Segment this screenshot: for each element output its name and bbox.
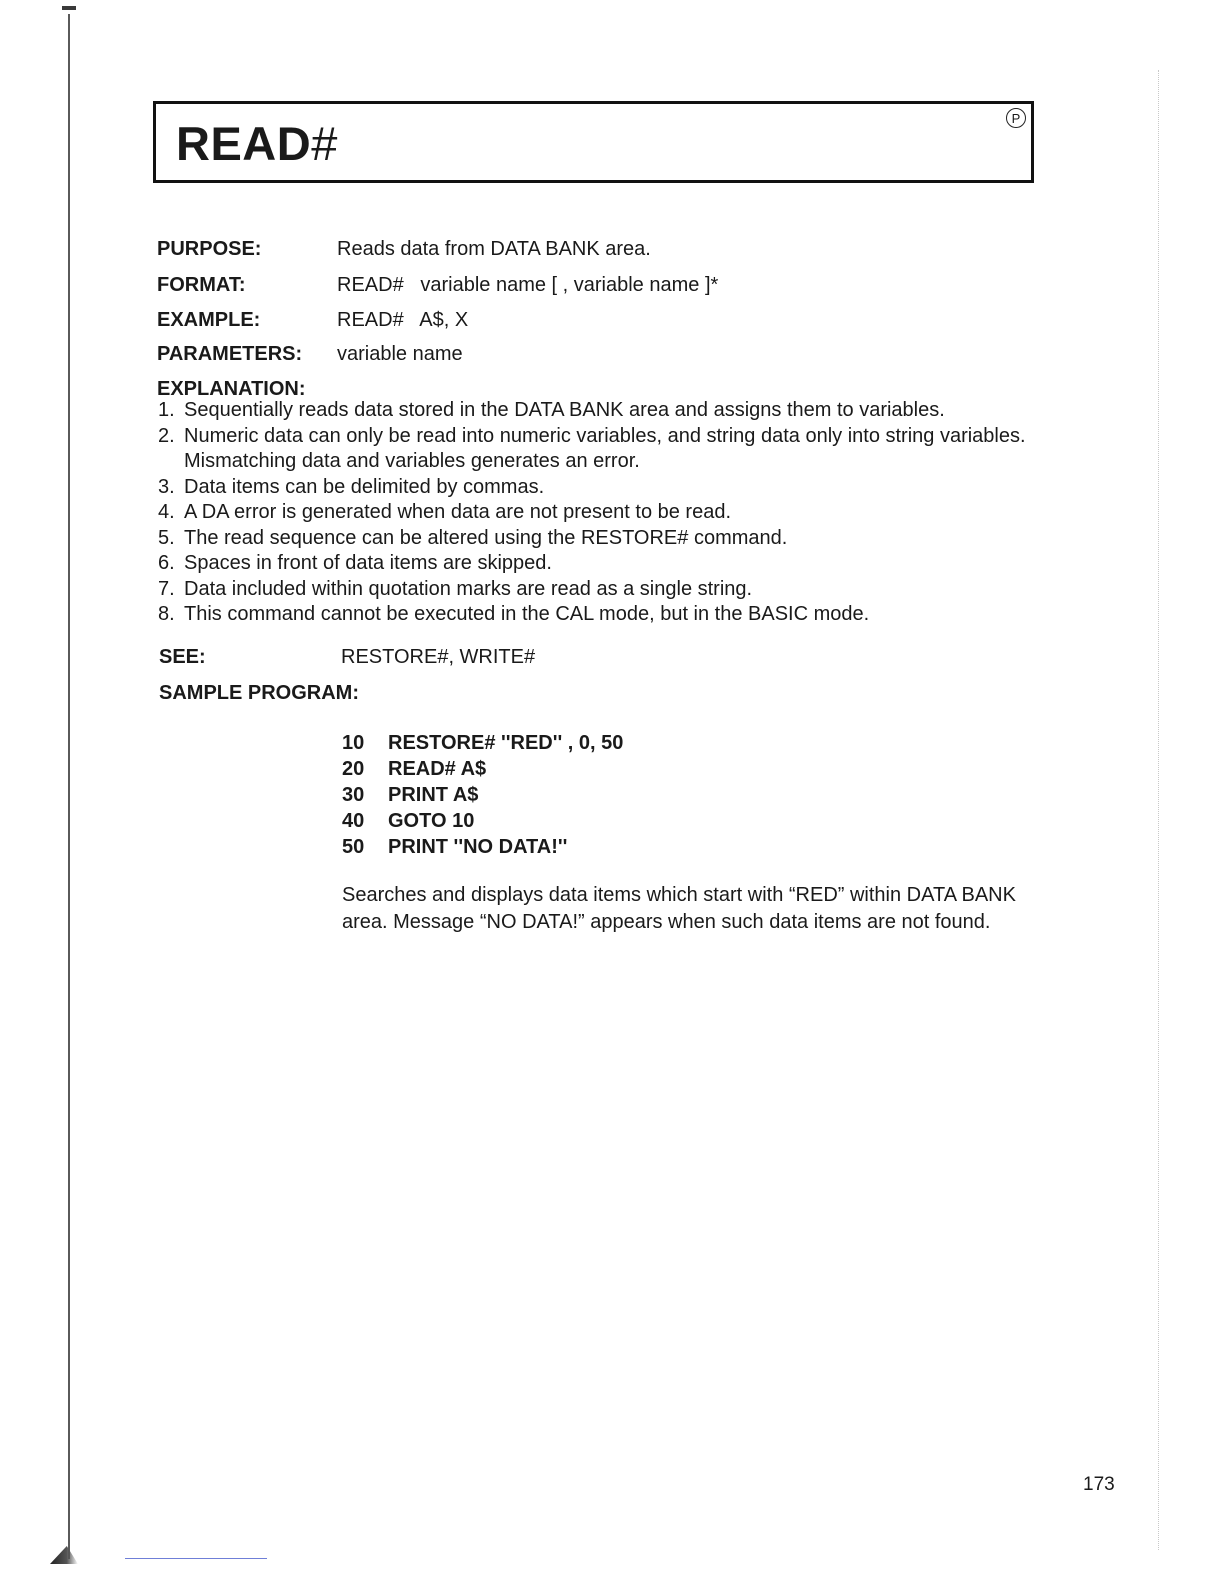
item-number: 4.	[158, 501, 175, 523]
list-item	[158, 577, 1048, 603]
list-item	[158, 398, 1048, 424]
code-line	[342, 834, 623, 860]
right-margin-rule	[1158, 70, 1159, 1550]
sample-program	[342, 730, 623, 860]
explanation-list	[158, 398, 1048, 628]
list-item	[158, 500, 1048, 526]
code-line	[342, 782, 623, 808]
binding-spine	[68, 14, 70, 1559]
code-line	[342, 756, 623, 782]
code-text: PRINT A$	[388, 784, 479, 806]
code-text: RESTORE# ''RED'' , 0, 50	[388, 732, 624, 754]
see-value: RESTORE#, WRITE#	[341, 646, 536, 668]
item-number: 7.	[158, 577, 175, 600]
binding-foot	[50, 1546, 78, 1564]
book-binding-edge	[62, 0, 76, 1584]
item-text: Numeric data can only be read into numeric variables, and string data only into string variables. Mismatching data and variables generates an error.	[184, 424, 1026, 472]
line-number: 40	[342, 810, 365, 832]
page-number: 173	[1083, 1474, 1115, 1495]
title-hash: #	[311, 117, 338, 170]
line-number: 50	[342, 836, 365, 858]
item-number: 5.	[158, 526, 175, 549]
code-line	[342, 730, 623, 756]
item-text: This command cannot be executed in the CAL mode, but in the BASIC mode.	[184, 603, 870, 625]
parameters-label: PARAMETERS:	[157, 343, 303, 365]
item-number: 3.	[158, 475, 175, 498]
purpose-value: Reads data from DATA BANK area.	[337, 238, 651, 260]
sample-description: Searches and displays data items which start with “RED” within DATA BANK area. Message “NO DATA!” appears when such data items are not found.	[342, 884, 1016, 933]
format-value: READ# variable name [ , variable name ]*	[337, 274, 719, 296]
title-box	[153, 101, 1034, 183]
list-item	[158, 424, 1048, 475]
format-label: FORMAT:	[157, 274, 246, 296]
parameters-value: variable name	[337, 343, 463, 365]
item-number: 8.	[158, 603, 175, 625]
line-number: 20	[342, 758, 365, 780]
code-text: GOTO 10	[388, 810, 475, 832]
example-label: EXAMPLE:	[157, 309, 261, 331]
item-text: Data items can be delimited by commas.	[184, 475, 545, 498]
binding-cap	[62, 6, 76, 10]
see-label: SEE:	[159, 646, 206, 668]
item-text: The read sequence can be altered using the RESTORE# command.	[184, 526, 788, 549]
list-item	[158, 475, 1048, 501]
bottom-rule	[125, 1558, 267, 1559]
line-number: 30	[342, 784, 365, 806]
title-text: READ	[176, 117, 312, 170]
list-item	[158, 526, 1048, 552]
item-text: Data included within quotation marks are read as a single string.	[184, 577, 753, 600]
code-line	[342, 808, 623, 834]
item-text: Spaces in front of data items are skipped.	[184, 552, 552, 574]
purpose-label: PURPOSE:	[157, 238, 262, 260]
item-text: Sequentially reads data stored in the DATA BANK area and assigns them to variables.	[184, 399, 945, 421]
list-item	[158, 551, 1048, 577]
item-number: 6.	[158, 552, 175, 574]
code-text: READ# A$	[388, 758, 487, 780]
list-item	[158, 602, 1048, 628]
item-text: A DA error is generated when data are not present to be read.	[184, 501, 732, 523]
item-number: 1.	[158, 399, 175, 421]
item-number: 2.	[158, 424, 175, 447]
explanation-label: EXPLANATION:	[157, 378, 306, 400]
p-mark-icon: P	[1006, 108, 1026, 128]
code-text: PRINT ''NO DATA!''	[388, 836, 568, 858]
line-number: 10	[342, 732, 365, 754]
page-title	[176, 116, 338, 171]
example-value: READ# A$, X	[337, 309, 469, 331]
sample-label: SAMPLE PROGRAM:	[159, 682, 359, 704]
